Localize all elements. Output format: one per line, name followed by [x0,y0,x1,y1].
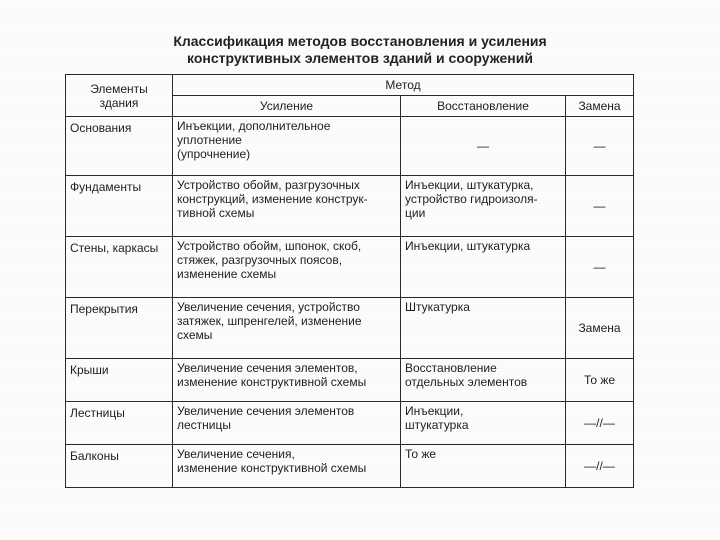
row-replacement-cell: —//— [566,445,634,488]
row-replacement-cell: — [566,237,634,298]
row-strengthening-cell: Увеличение сечения элементов лестницы [173,402,401,445]
table-title [120,33,600,67]
row-replacement-cell: Замена [566,298,634,359]
header-restoration: Восстановление [401,96,566,117]
row-restoration-cell: Восстановление отдельных элементов [401,359,566,402]
methods-classification-table [65,74,634,488]
row-element-cell: Основания [66,117,173,176]
row-replacement-cell: — [566,176,634,237]
row-replacement-cell: —//— [566,402,634,445]
row-strengthening-cell: Устройство обойм, разгрузочных конструкций, изменение конструк- тивной схемы [173,176,401,237]
row-element-cell: Перекрытия [66,298,173,359]
row-strengthening-cell: Увеличение сечения, устройство затяжек, шпренгелей, изменение схемы [173,298,401,359]
row-element-cell: Крыши [66,359,173,402]
table-row [66,117,634,176]
row-restoration-cell: Штукатурка [401,298,566,359]
row-restoration-cell: Инъекции, штукатурка [401,237,566,298]
row-element-cell: Фундаменты [66,176,173,237]
table-row [66,176,634,237]
table-row [66,237,634,298]
row-element-cell: Стены, каркасы [66,237,173,298]
row-restoration-cell: — [401,117,566,176]
row-element-cell: Лестницы [66,402,173,445]
row-element-cell: Балконы [66,445,173,488]
row-restoration-cell: Инъекции, штукатурка, устройство гидроизоля- ции [401,176,566,237]
row-restoration-cell: Инъекции, штукатурка [401,402,566,445]
header-method: Метод [173,75,634,96]
table-row [66,402,634,445]
header-strengthening: Усиление [173,96,401,117]
table-header-row [66,75,634,96]
header-building-elements: Элементы здания [66,75,173,117]
row-strengthening-cell: Инъекции, дополнительное уплотнение (упрочнение) [173,117,401,176]
row-strengthening-cell: Устройство обойм, шпонок, скоб, стяжек, разгрузочных поясов, изменение схемы [173,237,401,298]
table-title-line-1: Классификация методов восстановления и усиления [173,33,547,49]
row-strengthening-cell: Увеличение сечения элементов, изменение конструктивной схемы [173,359,401,402]
row-replacement-cell: — [566,117,634,176]
table-row [66,445,634,488]
table-row [66,298,634,359]
row-restoration-cell: То же [401,445,566,488]
table-row [66,359,634,402]
table-title-line-2: конструктивных элементов зданий и сооружений [187,50,533,66]
header-replacement: Замена [566,96,634,117]
row-strengthening-cell: Увеличение сечения, изменение конструктивной схемы [173,445,401,488]
row-replacement-cell: То же [566,359,634,402]
